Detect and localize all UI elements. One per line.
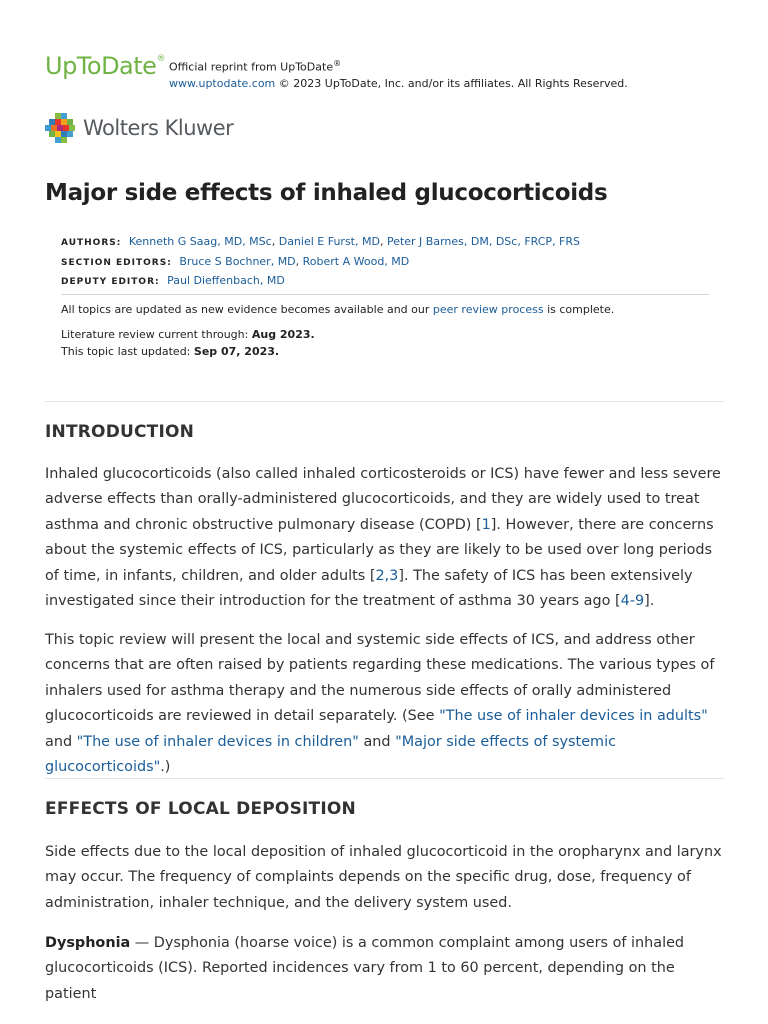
uptodate-logo-text: UpToDate bbox=[45, 52, 157, 80]
reprint-mark: ® bbox=[333, 59, 342, 68]
reprint-text: Official reprint from UpToDate bbox=[169, 60, 334, 74]
literature-review bbox=[61, 326, 721, 344]
lit-review-date: Aug 2023. bbox=[251, 327, 315, 341]
authors-row: AUTHORS: Kenneth G Saag, MD, MSc, Daniel E Furst, MD, Peter J Barnes, DM, DSc, FRCP, FRS bbox=[61, 235, 581, 248]
section-editor-link[interactable]: Robert A Wood, MD bbox=[302, 254, 410, 268]
text-run: and bbox=[45, 733, 77, 750]
authors-label: AUTHORS: bbox=[61, 238, 122, 248]
peer-review-link[interactable]: peer review process bbox=[432, 303, 544, 316]
intro-paragraph-2 bbox=[45, 628, 725, 780]
reprint-notice bbox=[169, 56, 628, 92]
copyright-text: © 2023 UpToDate, Inc. and/or its affiliates. All Rights Reserved. bbox=[278, 76, 628, 90]
uptodate-site-link[interactable]: www.uptodate.com bbox=[169, 76, 276, 90]
text-run: Inhaled glucocorticoids (also called inhaled corticosteroids or ICS) have fewer and less severe adverse effects than orally-administered glucocorticoids, and they are widely used to treat asthma and chronic obstructive pulmonary disease (COPD) [ bbox=[45, 466, 721, 533]
author-link[interactable]: Daniel E Furst, MD bbox=[278, 235, 380, 248]
text-run: ]. However, there are concerns about the systemic effects of ICS, particularly as they are likely to be used over long periods of time, in infants, children, and older adults [ bbox=[45, 516, 714, 584]
text-run: ]. bbox=[644, 593, 655, 610]
reference-link[interactable]: 2,3 bbox=[375, 567, 399, 584]
divider bbox=[61, 294, 709, 295]
author-link[interactable]: Peter J Barnes, DM, DSc, FRCP, FRS bbox=[386, 235, 581, 248]
author-link[interactable]: Kenneth G Saag, MD, MSc bbox=[128, 235, 272, 248]
update-note-end: is complete. bbox=[543, 303, 615, 316]
text-run: — Dysphonia (hoarse voice) is a common complaint among users of inhaled glucocorticoids (ICS). Reported incidences vary from 1 to 60 percent, depending on the patient bbox=[45, 935, 685, 1002]
update-notes bbox=[61, 301, 721, 361]
update-note bbox=[61, 301, 721, 319]
text-run: ]. The safety of ICS has been extensively investigated since their introduction for the treatment of asthma 30 years ago [ bbox=[45, 567, 693, 610]
wolters-kluwer-text: Wolters Kluwer bbox=[83, 116, 234, 140]
deputy-editor-link[interactable]: Paul Dieffenbach, MD bbox=[167, 274, 285, 287]
last-updated-date: Sep 07, 2023. bbox=[193, 345, 280, 358]
section-divider bbox=[45, 401, 724, 402]
local-paragraph-1: Side effects due to the local deposition of inhaled glucocorticoid in the oropharynx and larynx may occur. The frequency of complaints depends on the specific drug, dose, frequency of administration, inhaler technique, and the delivery system used. bbox=[45, 844, 722, 911]
uptodate-logo-mark: ® bbox=[156, 54, 165, 64]
reference-link[interactable]: 1 bbox=[481, 516, 491, 533]
wolters-kluwer-mosaic-icon bbox=[45, 113, 77, 145]
dysphonia-term: Dysphonia bbox=[45, 935, 131, 951]
dysphonia-paragraph bbox=[45, 931, 725, 1007]
deputy-editor-label: DEPUTY EDITOR: bbox=[61, 277, 160, 287]
section-heading-local-deposition: EFFECTS OF LOCAL DEPOSITION bbox=[45, 799, 356, 819]
reprint-header bbox=[45, 50, 735, 100]
topic-link-systemic-glucocorticoids[interactable]: "Major side effects of systemic glucocorticoids" bbox=[45, 733, 616, 776]
intro-paragraph-1 bbox=[45, 462, 725, 614]
topic-link-inhaler-children[interactable]: "The use of inhaler devices in children" bbox=[76, 733, 359, 750]
lit-review-label: Literature review current through: bbox=[61, 327, 252, 341]
reference-link[interactable]: 4-9 bbox=[620, 593, 645, 610]
update-note-text: All topics are updated as new evidence becomes available and our bbox=[61, 303, 433, 316]
text-run: .) bbox=[160, 759, 171, 776]
topic-link-inhaler-adults[interactable]: "The use of inhaler devices in adults" bbox=[439, 708, 708, 725]
text-run: This topic review will present the local and systemic side effects of ICS, and address other concerns that are often raised by patients regarding these medications. The various types of inhalers used for asthma therapy and the numerous side effects of orally administered glucocorticoids are reviewed in detail separately. (See bbox=[45, 632, 715, 725]
uptodate-logo[interactable] bbox=[45, 52, 165, 80]
last-updated bbox=[61, 343, 721, 361]
section-divider bbox=[45, 778, 724, 779]
section-heading-introduction: INTRODUCTION bbox=[45, 422, 195, 442]
deputy-editor-row bbox=[61, 272, 721, 292]
contributors bbox=[61, 233, 721, 292]
page-title: Major side effects of inhaled glucocorticoids bbox=[45, 180, 608, 206]
last-updated-label: This topic last updated: bbox=[61, 345, 194, 358]
section-editor-link[interactable]: Bruce S Bochner, MD bbox=[179, 254, 296, 268]
text-run: and bbox=[358, 733, 396, 750]
section-editors-row: SECTION EDITORS: Bruce S Bochner, MD, Robert A Wood, MD bbox=[61, 254, 410, 268]
wolters-kluwer-logo[interactable] bbox=[45, 112, 345, 146]
section-editors-label: SECTION EDITORS: bbox=[61, 257, 172, 268]
